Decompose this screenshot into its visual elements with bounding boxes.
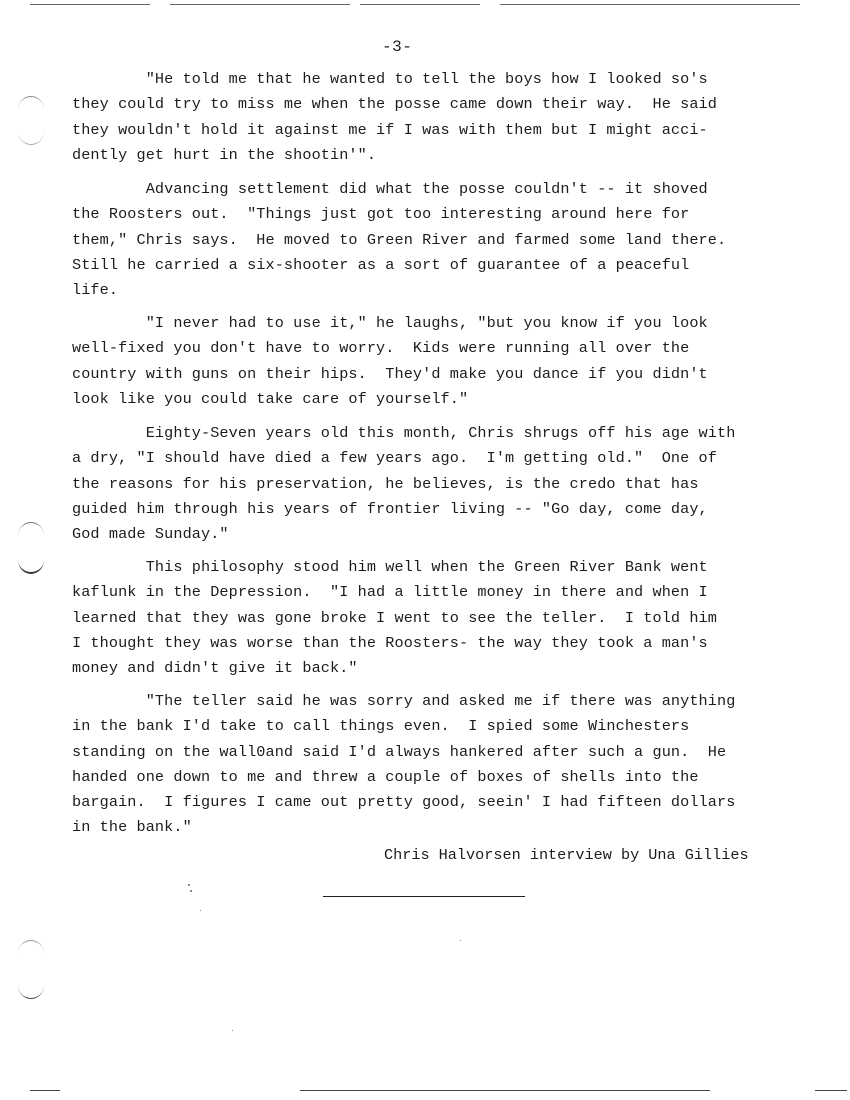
paragraph (72, 67, 812, 168)
text-line: "He told me that he wanted to tell the boys how I looked so's (72, 70, 708, 88)
attribution-line: Chris Halvorsen interview by Una Gillies (384, 846, 749, 864)
punch-hole-mark (18, 972, 44, 999)
scan-speck (190, 890, 192, 892)
text-line: they wouldn't hold it against me if I was with them but I might acci- (72, 120, 708, 139)
page-number: -3- (382, 38, 413, 56)
paragraph (72, 555, 812, 681)
text-line: life. (72, 281, 119, 300)
text-line: I thought they was worse than the Roosters- the way they took a man's (72, 633, 708, 652)
scan-edge-rule (360, 4, 480, 5)
scan-edge-rule (30, 1090, 60, 1091)
punch-hole-mark (18, 546, 44, 574)
text-line: a dry, "I should have died a few years ago. I'm getting old." One of (72, 449, 717, 468)
scan-speck (188, 884, 190, 886)
scan-edge-rule (30, 4, 150, 5)
text-line: country with guns on their hips. They'd make you dance if you didn't (72, 364, 708, 383)
text-line: This philosophy stood him well when the Green River Bank went (72, 558, 708, 576)
scan-edge-rule (500, 4, 800, 5)
text-line: well-fixed you don't have to worry. Kids were running all over the (72, 339, 690, 358)
punch-hole-mark (18, 940, 44, 967)
text-line: God made Sunday." (72, 525, 229, 544)
text-line: them," Chris says. He moved to Green River and farmed some land there. (72, 230, 727, 249)
text-line: learned that they was gone broke I went to see the teller. I told him (72, 608, 717, 627)
text-line: kaflunk in the Depression. "I had a little money in there and when I (72, 583, 708, 602)
text-line: they could try to miss me when the posse came down their way. He said (72, 95, 717, 114)
scan-speck (232, 1030, 233, 1031)
signature-underline (323, 896, 525, 897)
text-line: "I never had to use it," he laughs, "but you know if you look (72, 314, 708, 332)
scan-speck (200, 910, 201, 911)
text-line: guided him through his years of frontier living -- "Go day, come day, (72, 499, 708, 518)
text-line: look like you could take care of yourself." (72, 389, 469, 408)
paragraph (72, 177, 812, 303)
text-line: Advancing settlement did what the posse couldn't -- it shoved (72, 180, 708, 198)
scan-edge-rule (170, 4, 350, 5)
text-line: standing on the wall0and said I'd always hankered after such a gun. He (72, 742, 727, 761)
text-line: money and didn't give it back." (72, 659, 358, 678)
scan-edge-rule (815, 1090, 847, 1091)
paragraph (72, 311, 812, 412)
text-line: the reasons for his preservation, he believes, is the credo that has (72, 474, 699, 493)
text-line: in the bank I'd take to call things even. I spied some Winchesters (72, 717, 690, 736)
text-line: bargain. I figures I came out pretty good, seein' I had fifteen dollars (72, 793, 736, 812)
text-line: the Roosters out. "Things just got too interesting around here for (72, 205, 690, 224)
scan-edge-rule (300, 1090, 710, 1091)
text-line: "The teller said he was sorry and asked me if there was anything (72, 692, 736, 710)
text-line: dently get hurt in the shootin'". (72, 145, 377, 164)
scan-speck (460, 940, 461, 941)
paragraph (72, 689, 812, 841)
paragraph (72, 421, 812, 547)
punch-hole-mark (18, 118, 44, 145)
text-line: Eighty-Seven years old this month, Chris shrugs off his age with (72, 424, 736, 442)
punch-hole-mark (18, 522, 44, 549)
text-line: in the bank." (72, 818, 192, 837)
text-line: handed one down to me and threw a couple of boxes of shells into the (72, 767, 699, 786)
text-line: Still he carried a six-shooter as a sort of guarantee of a peaceful (72, 255, 690, 274)
